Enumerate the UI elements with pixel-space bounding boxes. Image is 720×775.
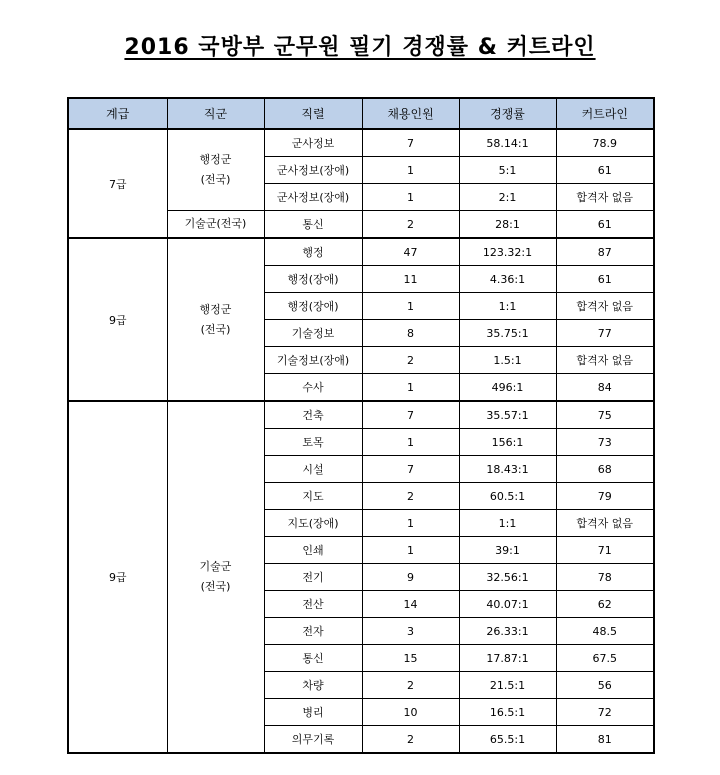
cell-cutline: 84 (556, 374, 654, 402)
cell-job-series: 전기 (264, 564, 362, 591)
cell-hires: 2 (362, 211, 459, 239)
cell-cutline: 합격자 없음 (556, 293, 654, 320)
cell-competition-rate: 4.36:1 (459, 266, 556, 293)
cell-competition-rate: 18.43:1 (459, 456, 556, 483)
cell-competition-rate: 1:1 (459, 510, 556, 537)
header-competition-rate: 경쟁률 (459, 98, 556, 129)
cell-job-series: 인쇄 (264, 537, 362, 564)
cell-job-series: 차량 (264, 672, 362, 699)
cell-competition-rate: 1:1 (459, 293, 556, 320)
cell-job-group (167, 401, 264, 753)
cell-hires: 7 (362, 129, 459, 157)
cell-job-series: 병리 (264, 699, 362, 726)
cell-competition-rate: 65.5:1 (459, 726, 556, 754)
job-group-line: 기술군 (199, 560, 232, 573)
job-group-line: 기술군(전국) (184, 217, 247, 230)
cell-competition-rate: 28:1 (459, 211, 556, 239)
table-row (68, 401, 654, 429)
cell-hires: 1 (362, 429, 459, 456)
cell-competition-rate: 39:1 (459, 537, 556, 564)
cell-cutline: 합격자 없음 (556, 510, 654, 537)
cell-competition-rate: 32.56:1 (459, 564, 556, 591)
cell-competition-rate: 156:1 (459, 429, 556, 456)
cell-hires: 7 (362, 456, 459, 483)
cell-cutline: 71 (556, 537, 654, 564)
cell-hires: 2 (362, 483, 459, 510)
cell-job-series: 전산 (264, 591, 362, 618)
cell-competition-rate: 58.14:1 (459, 129, 556, 157)
cell-cutline: 61 (556, 266, 654, 293)
cell-cutline: 75 (556, 401, 654, 429)
cell-cutline: 77 (556, 320, 654, 347)
cell-cutline: 61 (556, 211, 654, 239)
cell-job-series: 시설 (264, 456, 362, 483)
cell-job-series: 통신 (264, 645, 362, 672)
cell-job-series: 지도 (264, 483, 362, 510)
cell-cutline: 79 (556, 483, 654, 510)
cell-job-series: 행정(장애) (264, 293, 362, 320)
cell-grade: 7급 (68, 129, 167, 238)
cell-job-group (167, 238, 264, 401)
cell-cutline: 합격자 없음 (556, 184, 654, 211)
cell-hires: 11 (362, 266, 459, 293)
cell-job-series: 기술정보(장애) (264, 347, 362, 374)
cell-cutline: 73 (556, 429, 654, 456)
cell-hires: 1 (362, 537, 459, 564)
job-group-line: 행정군 (199, 153, 232, 166)
cell-hires: 9 (362, 564, 459, 591)
cell-competition-rate: 2:1 (459, 184, 556, 211)
cell-hires: 1 (362, 157, 459, 184)
cell-hires: 2 (362, 347, 459, 374)
cell-cutline: 78.9 (556, 129, 654, 157)
cell-job-series: 의무기록 (264, 726, 362, 754)
table-row (68, 129, 654, 157)
cell-job-series: 수사 (264, 374, 362, 402)
header-grade: 계급 (68, 98, 167, 129)
cell-hires: 14 (362, 591, 459, 618)
cell-cutline: 68 (556, 456, 654, 483)
cell-competition-rate: 17.87:1 (459, 645, 556, 672)
cell-cutline: 48.5 (556, 618, 654, 645)
cell-hires: 1 (362, 184, 459, 211)
cell-cutline: 56 (556, 672, 654, 699)
cell-cutline: 합격자 없음 (556, 347, 654, 374)
job-group-line: (전국) (200, 580, 231, 593)
cell-cutline: 87 (556, 238, 654, 266)
cell-job-group (167, 129, 264, 211)
cell-hires: 10 (362, 699, 459, 726)
cell-job-series: 지도(장애) (264, 510, 362, 537)
cell-hires: 2 (362, 672, 459, 699)
cell-job-series: 행정 (264, 238, 362, 266)
competition-table (67, 97, 655, 754)
header-cutline: 커트라인 (556, 98, 654, 129)
cell-competition-rate: 21.5:1 (459, 672, 556, 699)
header-job-series: 직렬 (264, 98, 362, 129)
cell-cutline: 72 (556, 699, 654, 726)
cell-hires: 8 (362, 320, 459, 347)
cell-competition-rate: 496:1 (459, 374, 556, 402)
cell-hires: 47 (362, 238, 459, 266)
page-title: 2016 국방부 군무원 필기 경쟁률 & 커트라인 (124, 35, 596, 60)
cell-job-series: 통신 (264, 211, 362, 239)
cell-competition-rate: 40.07:1 (459, 591, 556, 618)
cell-grade: 9급 (68, 238, 167, 401)
cell-job-series: 군사정보 (264, 129, 362, 157)
header-job-group: 직군 (167, 98, 264, 129)
cell-hires: 1 (362, 510, 459, 537)
cell-job-series: 전자 (264, 618, 362, 645)
cell-hires: 3 (362, 618, 459, 645)
cell-cutline: 61 (556, 157, 654, 184)
cell-competition-rate: 1.5:1 (459, 347, 556, 374)
cell-cutline: 81 (556, 726, 654, 754)
cell-cutline: 78 (556, 564, 654, 591)
cell-job-series: 군사정보(장애) (264, 157, 362, 184)
cell-job-series: 건축 (264, 401, 362, 429)
cell-hires: 15 (362, 645, 459, 672)
cell-hires: 7 (362, 401, 459, 429)
job-group-line: (전국) (200, 173, 231, 186)
cell-job-series: 토목 (264, 429, 362, 456)
cell-hires: 2 (362, 726, 459, 754)
cell-job-series: 군사정보(장애) (264, 184, 362, 211)
cell-competition-rate: 5:1 (459, 157, 556, 184)
cell-cutline: 67.5 (556, 645, 654, 672)
table-body (68, 129, 654, 753)
cell-hires: 1 (362, 293, 459, 320)
cell-competition-rate: 16.5:1 (459, 699, 556, 726)
cell-job-group (167, 211, 264, 239)
job-group-line: 행정군 (199, 302, 232, 316)
cell-competition-rate: 26.33:1 (459, 618, 556, 645)
cell-hires: 1 (362, 374, 459, 402)
job-group-line: (전국) (200, 322, 231, 336)
cell-cutline: 62 (556, 591, 654, 618)
cell-competition-rate: 123.32:1 (459, 238, 556, 266)
cell-job-series: 행정(장애) (264, 266, 362, 293)
cell-competition-rate: 35.57:1 (459, 401, 556, 429)
cell-grade: 9급 (68, 401, 167, 753)
cell-competition-rate: 35.75:1 (459, 320, 556, 347)
table-header-row (68, 98, 654, 129)
header-hires: 채용인원 (362, 98, 459, 129)
cell-competition-rate: 60.5:1 (459, 483, 556, 510)
table-row (68, 238, 654, 266)
cell-job-series: 기술정보 (264, 320, 362, 347)
